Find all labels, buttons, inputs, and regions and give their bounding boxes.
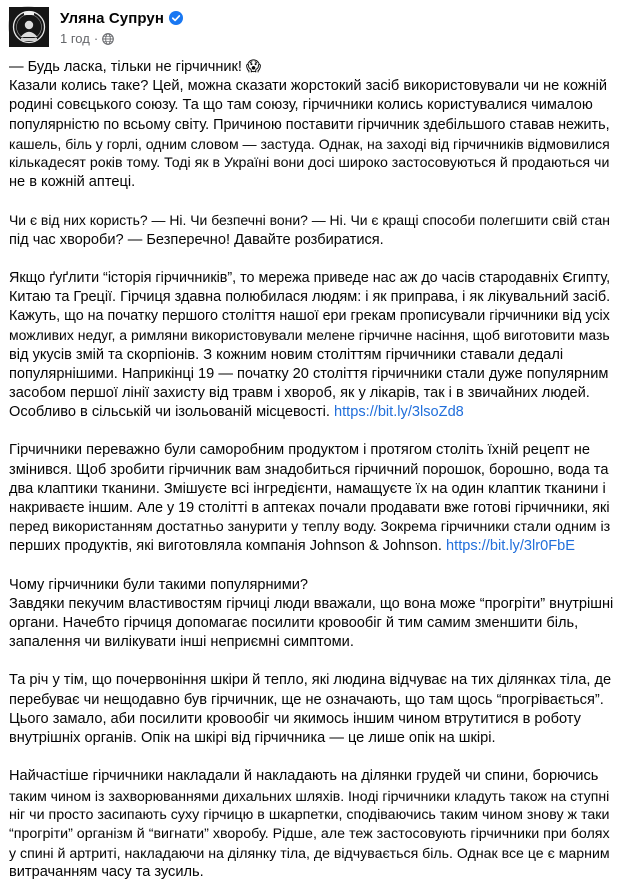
text-fragment: Особливо в сільській чи ізольованій місцевості.: [9, 404, 330, 421]
text-line: накриваєте іншим. Але у 19 столітті в аптеках почали продавати вже готові гірчичники, які: [9, 500, 610, 517]
post-body: [9, 58, 613, 883]
text-line: таким чином із захворюваннями дихальних шляхів. Іноді гірчичники кладуть також на ступні: [9, 787, 610, 804]
text-line: Та річ у тім, що почервоніння шкіри й тепло, які людина відчуває на тих ділянках тіла, де: [9, 672, 612, 689]
text-line: не в кожній аптеці.: [9, 174, 136, 191]
text-line: від укусів змій та скорпіонів. З кожним новим століттям гірчичники ставали дедалі: [9, 346, 564, 363]
paragraph-questions: [9, 211, 613, 249]
paragraph-popularity: [9, 576, 613, 653]
text-line: Якщо ґуґлити “історія гірчичників”, то мережа приведе нас аж до часів стародавніх Єгипту,: [9, 269, 611, 286]
text-line: [9, 537, 613, 556]
text-line: — Будь ласка, тільки не гірчичник! 😱: [9, 59, 262, 75]
paragraph-history: [9, 269, 613, 423]
text-line: перед використанням достатньо занурити у теплу воду. Зокрема гірчичники стали одним із: [9, 519, 611, 536]
text-line: внутрішніх органів. Опік на шкірі від гірчичника — це лише опік на шкірі.: [9, 730, 496, 747]
text-line: родині совєцького союзу. Та що там союзу, гірчичники колись користувалися чималою: [9, 97, 593, 114]
text-line: витрачанням часу та зусиль.: [9, 864, 204, 881]
text-line: популярністю по всьому світу. Причиною поставити гірчичник здебільшого ставав нежить,: [9, 116, 610, 133]
source-link-johnson[interactable]: https://bit.ly/3lr0FbE: [446, 538, 576, 555]
paragraph-truth: [9, 671, 613, 748]
post-header: [8, 6, 183, 47]
text-line: ніг чи просто засипають суху гірчицю в шкарпетки, сподіваючись таким чином знову ж таки: [9, 806, 610, 823]
post-meta: [60, 29, 183, 47]
text-line: кашель, біль у горлі, одним словом — застуда. Однак, на заході від гірчичників відмовилися: [9, 135, 610, 152]
text-line: Чому гірчичники були такими популярними?: [9, 576, 309, 593]
text-line: Найчастіше гірчичники накладали й накладають на ділянки грудей чи спини, борючись: [9, 768, 599, 785]
verified-badge-icon: [169, 11, 183, 25]
text-line: Чи є від них користь? — Ні. Чи безпечні вони? — Ні. Чи є кращі способи полегшити свій стан: [9, 212, 610, 229]
header-text: [60, 8, 183, 47]
author-name[interactable]: Уляна Супрун: [60, 9, 165, 27]
paragraph-intro: [9, 58, 613, 192]
text-line: [9, 403, 613, 422]
text-line: Казали колись таке? Цей, можна сказати жорстокий засіб використовували чи не кожній: [9, 78, 608, 95]
text-line: запалення чи вилікувати інші неприємні симптоми.: [9, 634, 354, 651]
text-line: Завдяки пекучим властивостям гірчиці люди вважали, що вона може “прогріти” внутрішні: [9, 595, 614, 612]
meta-separator: ·: [93, 30, 99, 46]
text-line: перебуває чи нещодавно був гірчичник, ще не означають, що там щось “прогрівається”.: [9, 691, 604, 708]
text-line: два клаптики тканини. Змішуєте всі інгредієнти, намащуєте їх на один клаптик тканини і: [9, 480, 606, 497]
text-line: Кажуть, що на початку першого століття нашої ери грекам прописували гірчичники від усіх: [9, 308, 610, 325]
text-line: у спині й артриті, накладаючи на ділянку тіла, де відчувається біль. Однак все це є марним: [9, 845, 610, 862]
avatar-image: [9, 7, 49, 47]
source-link-history[interactable]: https://bit.ly/3lsoZd8: [334, 404, 464, 421]
text-line: Гірчичники переважно були саморобним продуктом і протягом століть їхній рецепт не: [9, 442, 590, 459]
globe-icon[interactable]: [102, 32, 114, 44]
text-line: органи. Начебто гірчиця допомагає посилити кровообіг й тим самим зменшити біль,: [9, 615, 579, 632]
text-line: “прогріти” організм й “вигнати” хворобу. Рідше, але теж застосовують гірчичники при болях: [9, 825, 610, 842]
text-line: змінився. Щоб зробити гірчичник вам знадобиться гірчичний порошок, борошно, вода та: [9, 461, 609, 478]
text-line: популярнішими. Наприкінці 19 — початку 20 століття гірчичники стали дуже популярним: [9, 365, 609, 382]
text-line: Китаю та Греції. Гірчиця здавна полюбилася людям: і як приправа, і як лікувальний засіб.: [9, 289, 611, 306]
paragraph-recipe: [9, 441, 613, 556]
text-line: під час хвороби? — Безперечно! Давайте розбиратися.: [9, 231, 384, 248]
post-timestamp[interactable]: 1 год: [60, 30, 90, 46]
text-fragment: перших продуктів, які виготовляла компанія Johnson & Johnson.: [9, 538, 442, 555]
text-line: кількадесят років тому. Тоді як в Україні вони досі широко застосовуються й продаються чи: [9, 155, 610, 172]
text-line: можливих недуг, а римляни використовували мелене гірчичне насіння, щоб виготовити мазь: [9, 327, 610, 344]
author-row: [60, 8, 183, 28]
paragraph-application: [9, 767, 613, 882]
author-avatar[interactable]: [8, 6, 48, 46]
text-line: Цього замало, аби посилити кровообіг чи якимось іншим чином втрутитися в роботу: [9, 710, 581, 727]
text-line: засобом першої лінії захисту від травм і хвороб, як у лікарів, так і в звичайних людей.: [9, 385, 590, 402]
